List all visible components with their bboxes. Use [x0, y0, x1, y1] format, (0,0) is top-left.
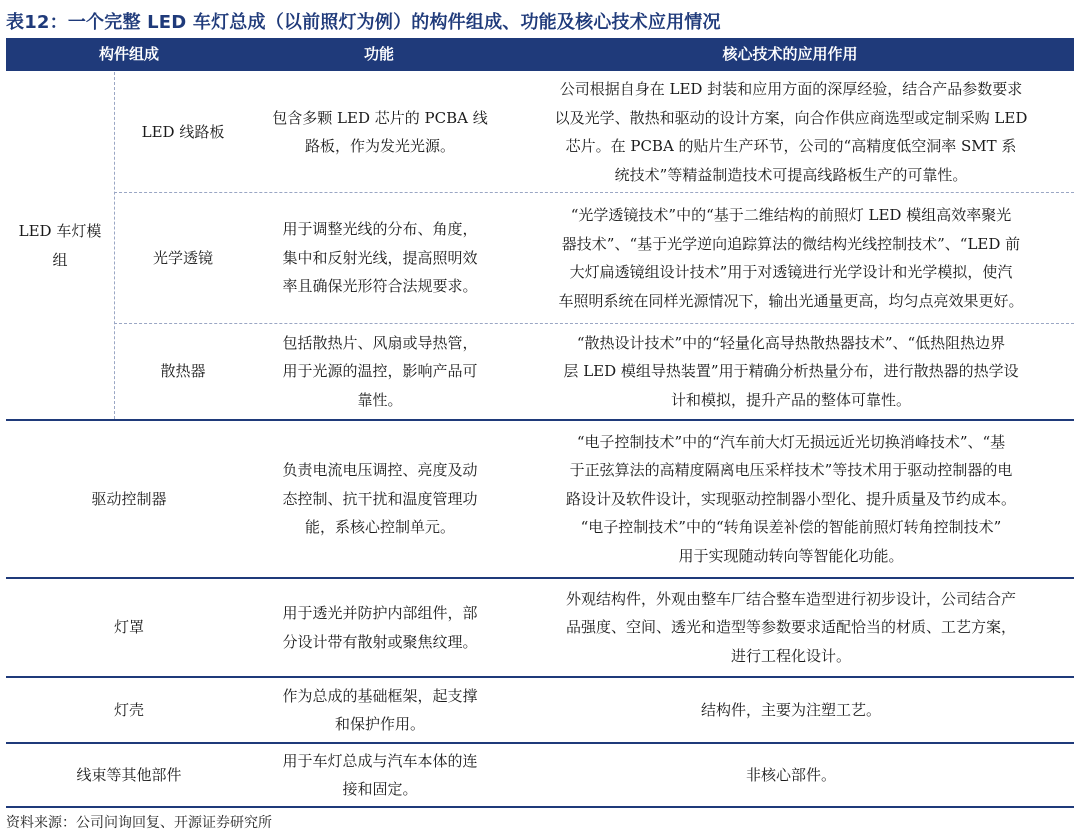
- header-function: 功能: [363, 45, 394, 63]
- tech-cell: [510, 193, 1072, 323]
- tech-cell: [510, 324, 1072, 419]
- function-line: 用于调整光线的分布、角度，: [282, 220, 478, 239]
- tech-line: 以及光学、散热和驱动的设计方案，向合作供应商选型或定制采购 LED: [554, 108, 1028, 127]
- tech-line: 计和模拟，提升产品的整体可靠性。: [670, 390, 911, 409]
- function-cell: [256, 324, 504, 419]
- function-line: 负责电流电压调控、亮度及动: [282, 461, 478, 480]
- table-bottom-line: [6, 806, 1074, 808]
- function-cell: [256, 421, 504, 577]
- component-cell: 光学透镜: [152, 248, 213, 267]
- tech-line: 外观结构件，外观由整车厂结合整车造型进行初步设计，公司结合产: [565, 589, 1016, 608]
- tech-line: “散热设计技术”中的“轻量化高导热散热器技术”、“低热阻热边界: [576, 333, 1006, 352]
- function-cell: [256, 678, 504, 742]
- tech-line: 于正弦算法的高精度隔离电压采样技术”等技术用于驱动控制器的电: [569, 461, 1013, 480]
- tech-line: “电子控制技术”中的“转角误差补偿的智能前照灯转角控制技术”: [580, 518, 1002, 537]
- tech-line: “电子控制技术”中的“汽车前大灯无损远近光切换消峰技术”、“基: [576, 432, 1006, 451]
- function-cell: [256, 193, 504, 323]
- tech-cell: [510, 678, 1072, 742]
- function-line: 包含多颗 LED 芯片的 PCBA 线: [272, 108, 488, 127]
- function-line: 作为总成的基础框架，起支撑: [282, 686, 478, 705]
- function-line: 靠性。: [357, 390, 403, 409]
- tech-line: 统技术”等精益制造技术可提高线路板生产的可靠性。: [614, 165, 968, 184]
- tech-cell: [510, 744, 1072, 806]
- tech-line: 结构件，主要为注塑工艺。: [700, 700, 881, 719]
- function-line: 用于透光并防护内部组件，部: [282, 604, 478, 622]
- tech-line: 大灯扁透镜组设计技术”用于对透镜进行光学设计和光学模拟，使汽: [569, 263, 1013, 281]
- tech-line: 非核心部件。: [745, 765, 836, 784]
- tech-line: 用于实现随动转向等智能化功能。: [678, 546, 904, 565]
- function-cell: [256, 579, 504, 676]
- function-line: 路板，作为发光光源。: [304, 137, 455, 155]
- function-line: 能，系核心控制单元。: [304, 518, 455, 537]
- tech-line: 车照明系统在同样光源情况下，输出光通量更高，均匀点亮效果更好。: [558, 291, 1024, 310]
- component-cell: 灯罩: [113, 618, 144, 637]
- tech-line: “光学透镜技术”中的“基于二维结构的前照灯 LED 模组高效率聚光: [570, 206, 1012, 224]
- component-cell: 驱动控制器: [91, 489, 167, 508]
- source-note: 资料来源：公司问询回复、开源证券研究所: [6, 815, 272, 831]
- function-cell: [256, 72, 504, 192]
- component-cell: 散热器: [160, 362, 206, 381]
- header-tech: 核心技术的应用作用: [722, 45, 858, 63]
- tech-cell: [510, 421, 1072, 577]
- function-line: 率且确保光形符合法规要求。: [282, 277, 478, 296]
- function-line: 用于车灯总成与汽车本体的连: [282, 751, 478, 770]
- function-cell: [256, 744, 504, 806]
- component-cell: 线束等其他部件: [76, 765, 182, 784]
- tech-line: 芯片。在 PCBA 的贴片生产环节，公司的“高精度低空洞率 SMT 系: [565, 137, 1017, 155]
- function-line: 分设计带有散射或聚焦纹理。: [282, 632, 478, 651]
- component-cell: 灯壳: [113, 700, 144, 719]
- component-cell: LED 线路板: [141, 122, 225, 141]
- tech-line: 器技术”、“基于光学逆向追踪算法的微结构光线控制技术”、“LED 前: [561, 234, 1021, 253]
- function-line: 包括散热片、风扇或导热管，: [282, 333, 478, 352]
- tech-line: 公司根据自身在 LED 封装和应用方面的深厚经验，结合产品参数要求: [559, 80, 1023, 98]
- function-line: 集中和反射光线，提高照明效: [282, 248, 478, 267]
- table-title: 表12：一个完整 LED 车灯总成（以前照灯为例）的构件组成、功能及核心技术应用情况: [6, 12, 721, 33]
- group-label-cell: [6, 72, 114, 419]
- function-line: 态控制、抗干扰和温度管理功: [282, 489, 478, 508]
- group-label-line: LED 车灯模: [18, 222, 102, 240]
- function-line: 接和固定。: [342, 780, 418, 798]
- tech-line: 路设计及软件设计，实现驱动控制器小型化、提升质量及节约成本。: [565, 489, 1016, 508]
- tech-line: 层 LED 模组导热装置”用于精确分析热量分布，进行散热器的热学设: [563, 362, 1019, 381]
- tech-cell: [510, 579, 1072, 676]
- function-line: 用于光源的温控，影响产品可: [282, 362, 478, 381]
- header-component: 构件组成: [98, 45, 159, 63]
- group-label-line: 组: [52, 250, 68, 269]
- tech-line: 品强度、空间、透光和造型等参数要求适配恰当的材质、工艺方案，: [565, 618, 1016, 637]
- tech-line: 进行工程化设计。: [730, 646, 851, 665]
- tech-cell: [510, 72, 1072, 192]
- function-line: 和保护作用。: [334, 715, 425, 733]
